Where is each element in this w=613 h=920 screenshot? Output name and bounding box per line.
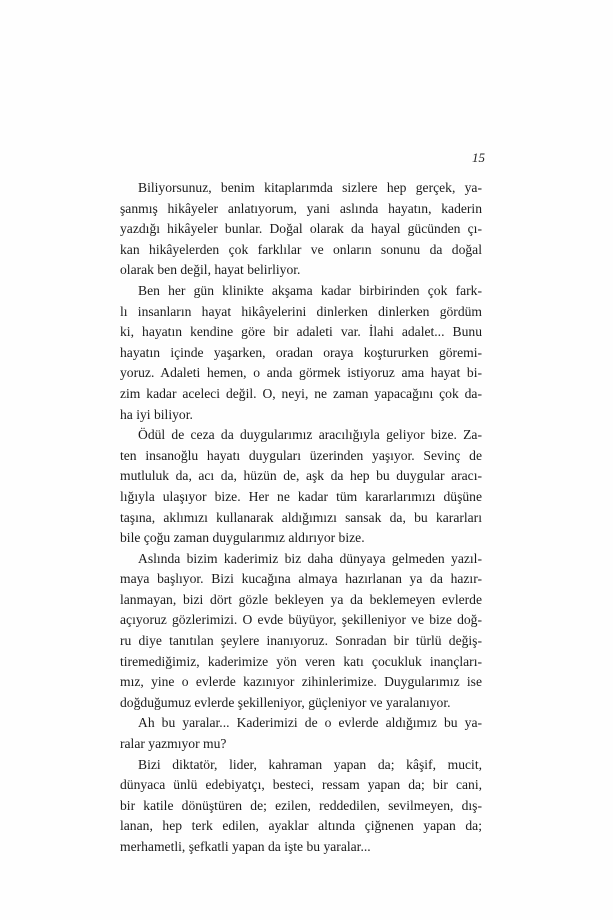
text-line: Ben her gün klinikte akşama kadar birbirinden çok fark- — [138, 282, 482, 298]
text-line: açıyoruz gözlerimizi. O evde büyüyor, şekilleniyor ve bize doğ- — [120, 612, 482, 628]
text-line: ha iyi biliyor. — [120, 406, 193, 422]
text-line: mız, yine o evlerde kazınıyor zihinlerimize. Duygularımız ise — [120, 674, 482, 690]
text-line: ralar yazmıyor mu? — [120, 736, 227, 752]
text-line: ten insanoğlu hayatı duyguları üzerinden yaşıyor. Sevinç de — [120, 447, 482, 463]
text-line: zim kadar aceleci değil. O, neyi, ne zaman yapacağını çok da- — [120, 385, 482, 401]
text-line: lı insanların hayat hikâyelerini dinlerken dinlerken gördüm — [120, 303, 482, 319]
text-line: mutluluk da, acı da, hüzün de, aşk da hep bu duygular aracı- — [120, 468, 482, 484]
text-line: yoruz. Adaleti hemen, o anda görmek istiyoruz ama hayat bi- — [120, 365, 482, 381]
text-line: maya başlıyor. Bizi kucağına almaya hazırlanan ya da hazır- — [120, 571, 482, 587]
text-line: bile çoğu zaman duygularımız aldırıyor bize. — [120, 530, 365, 546]
text-line: Biliyorsunuz, benim kitaplarımda sizlere hep gerçek, ya- — [138, 180, 482, 195]
text-line: tiremediğimiz, kaderimize yön veren katı çocukluk inançları- — [120, 653, 482, 669]
text-line: kan hikâyelerden çok farklılar ve onların sonunu da doğal — [120, 241, 482, 257]
text-line: Ah bu yaralar... Kaderimizi de o evlerde aldığımız bu ya- — [138, 715, 482, 731]
text-line: Ödül de ceza da duygularımız aracılığıyla geliyor bize. Za- — [138, 427, 482, 443]
text-line: hayatın içinde yaşarken, oradan oraya koştururken göremi- — [120, 344, 482, 360]
text-line: merhametli, şefkatli yapan da işte bu yaralar... — [120, 839, 371, 854]
page-number: 15 — [472, 150, 485, 165]
text-line: şanmış hikâyeler anlatıyorum, yani aslında hayatın, kaderin — [120, 200, 482, 216]
body-text — [120, 178, 482, 858]
text-line: lanan, hep terk edilen, ayaklar altında çiğnenen yapan da; — [120, 818, 482, 834]
text-line: Aslında bizim kaderimiz biz daha dünyaya gelmeden yazıl- — [138, 550, 482, 566]
text-line: yazdığı hikâyeler bunlar. Doğal olarak da hayal gücünden çı- — [120, 221, 482, 237]
text-line: ru diye tanıtılan şeylere inanıyoruz. Sonradan bir türlü değiş- — [120, 633, 482, 649]
text-line: Bizi diktatör, lider, kahraman yapan da; kâşif, mucit, — [138, 756, 482, 772]
text-line: ki, hayatın kendine göre bir adaleti var. İlahi adalet... Bunu — [120, 324, 482, 340]
text-line: lığıyla ulaşıyor bize. Her ne kadar tüm kararlarımızı düşüne — [120, 488, 482, 504]
text-line: bir katile dönüştüren de; ezilen, reddedilen, sevilmeyen, dış- — [120, 797, 482, 813]
text-line: taşına, aklımızı kullanarak aldığımızı sansak da, bu kararları — [120, 509, 482, 525]
text-line: olarak ben değil, hayat belirliyor. — [120, 262, 301, 278]
text-line: dünyaca ünlü edebiyatçı, besteci, ressam yapan da; bir cani, — [120, 777, 482, 793]
text-line: lanmayan, bizi dört gözle bekleyen ya da beklemeyen evlerde — [120, 591, 482, 607]
text-line: doğduğumuz evlerde şekilleniyor, güçleniyor ve yaralanıyor. — [120, 694, 451, 710]
